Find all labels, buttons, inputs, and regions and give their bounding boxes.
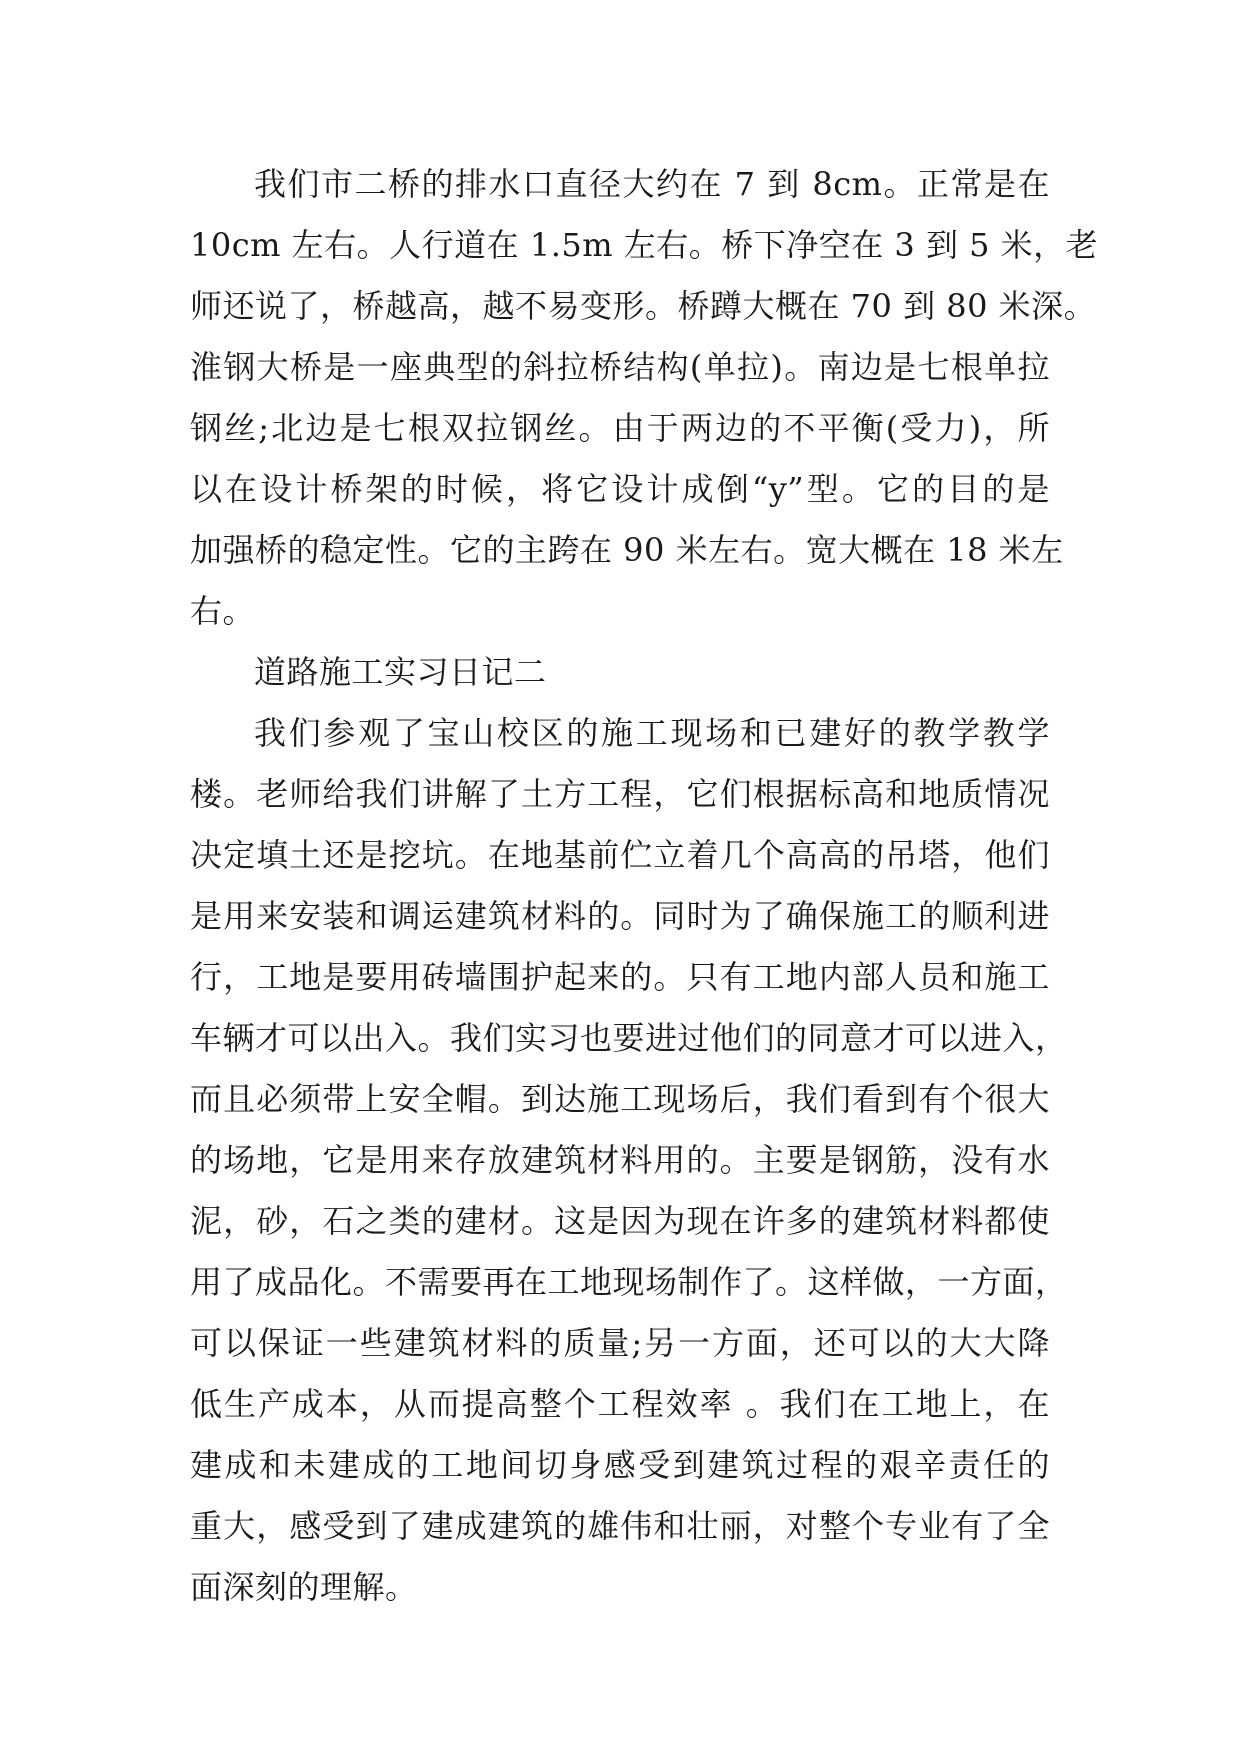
paragraph-2-line-5: 行，工地是要用砖墙围护起来的。只有工地内部人员和施工	[190, 958, 1050, 996]
paragraph-2-line-15: 面深刻的理解。	[190, 1568, 418, 1606]
paragraph-2-line-4: 是用来安装和调运建筑材料的。同时为了确保施工的顺利进	[190, 897, 1050, 935]
paragraph-2-line-2: 楼。老师给我们讲解了土方工程，它们根据标高和地质情况	[190, 775, 1050, 813]
paragraph-1-line-6: 以在设计桥架的时候，将它设计成倒“y”型。它的目的是	[190, 470, 1050, 508]
paragraph-1-line-8: 右。	[190, 592, 256, 630]
paragraph-2-line-8: 的场地，它是用来存放建筑材料用的。主要是钢筋，没有水	[190, 1141, 1050, 1179]
document-body	[190, 154, 1099, 1618]
paragraph-1-line-4: 淮钢大桥是一座典型的斜拉桥结构(单拉)。南边是七根单拉	[190, 348, 1050, 386]
paragraph-2-line-6: 车辆才可以出入。我们实习也要进过他们的同意才可以进入，	[190, 1019, 1068, 1057]
paragraph-2-line-1: 我们参观了宝山校区的施工现场和已建好的教学教学	[254, 714, 1050, 752]
section-heading: 道路施工实习日记二	[254, 653, 547, 691]
paragraph-2-line-3: 决定填土还是挖坑。在地基前伫立着几个高高的吊塔，他们	[190, 836, 1050, 874]
paragraph-1-line-2: 10cm 左右。人行道在 1.5m 左右。桥下净空在 3 到 5 米，老	[190, 226, 1099, 264]
paragraph-2-line-12: 低生产成本，从而提高整个工程效率 。我们在工地上，在	[190, 1385, 1050, 1423]
paragraph-1-line-7: 加强桥的稳定性。它的主跨在 90 米左右。宽大概在 18 米左	[190, 531, 1064, 569]
paragraph-2-line-14: 重大，感受到了建成建筑的雄伟和壮丽，对整个专业有了全	[190, 1507, 1050, 1545]
paragraph-2-line-10: 用了成品化。不需要再在工地现场制作了。这样做，一方面，	[190, 1263, 1068, 1301]
paragraph-1-line-1: 我们市二桥的排水口直径大约在 7 到 8cm。正常是在	[254, 165, 1050, 203]
paragraph-2-line-13: 建成和未建成的工地间切身感受到建筑过程的艰辛责任的	[190, 1446, 1050, 1484]
paragraph-2-line-7: 而且必须带上安全帽。到达施工现场后，我们看到有个很大	[190, 1080, 1050, 1118]
paragraph-2-line-11: 可以保证一些建筑材料的质量;另一方面，还可以的大大降	[190, 1324, 1050, 1362]
paragraph-1-line-3: 师还说了，桥越高，越不易变形。桥蹲大概在 70 到 80 米深。	[190, 287, 1097, 325]
paragraph-1-line-5: 钢丝;北边是七根双拉钢丝。由于两边的不平衡(受力)，所	[190, 409, 1050, 447]
paragraph-2-line-9: 泥，砂，石之类的建材。这是因为现在许多的建筑材料都使	[190, 1202, 1050, 1240]
